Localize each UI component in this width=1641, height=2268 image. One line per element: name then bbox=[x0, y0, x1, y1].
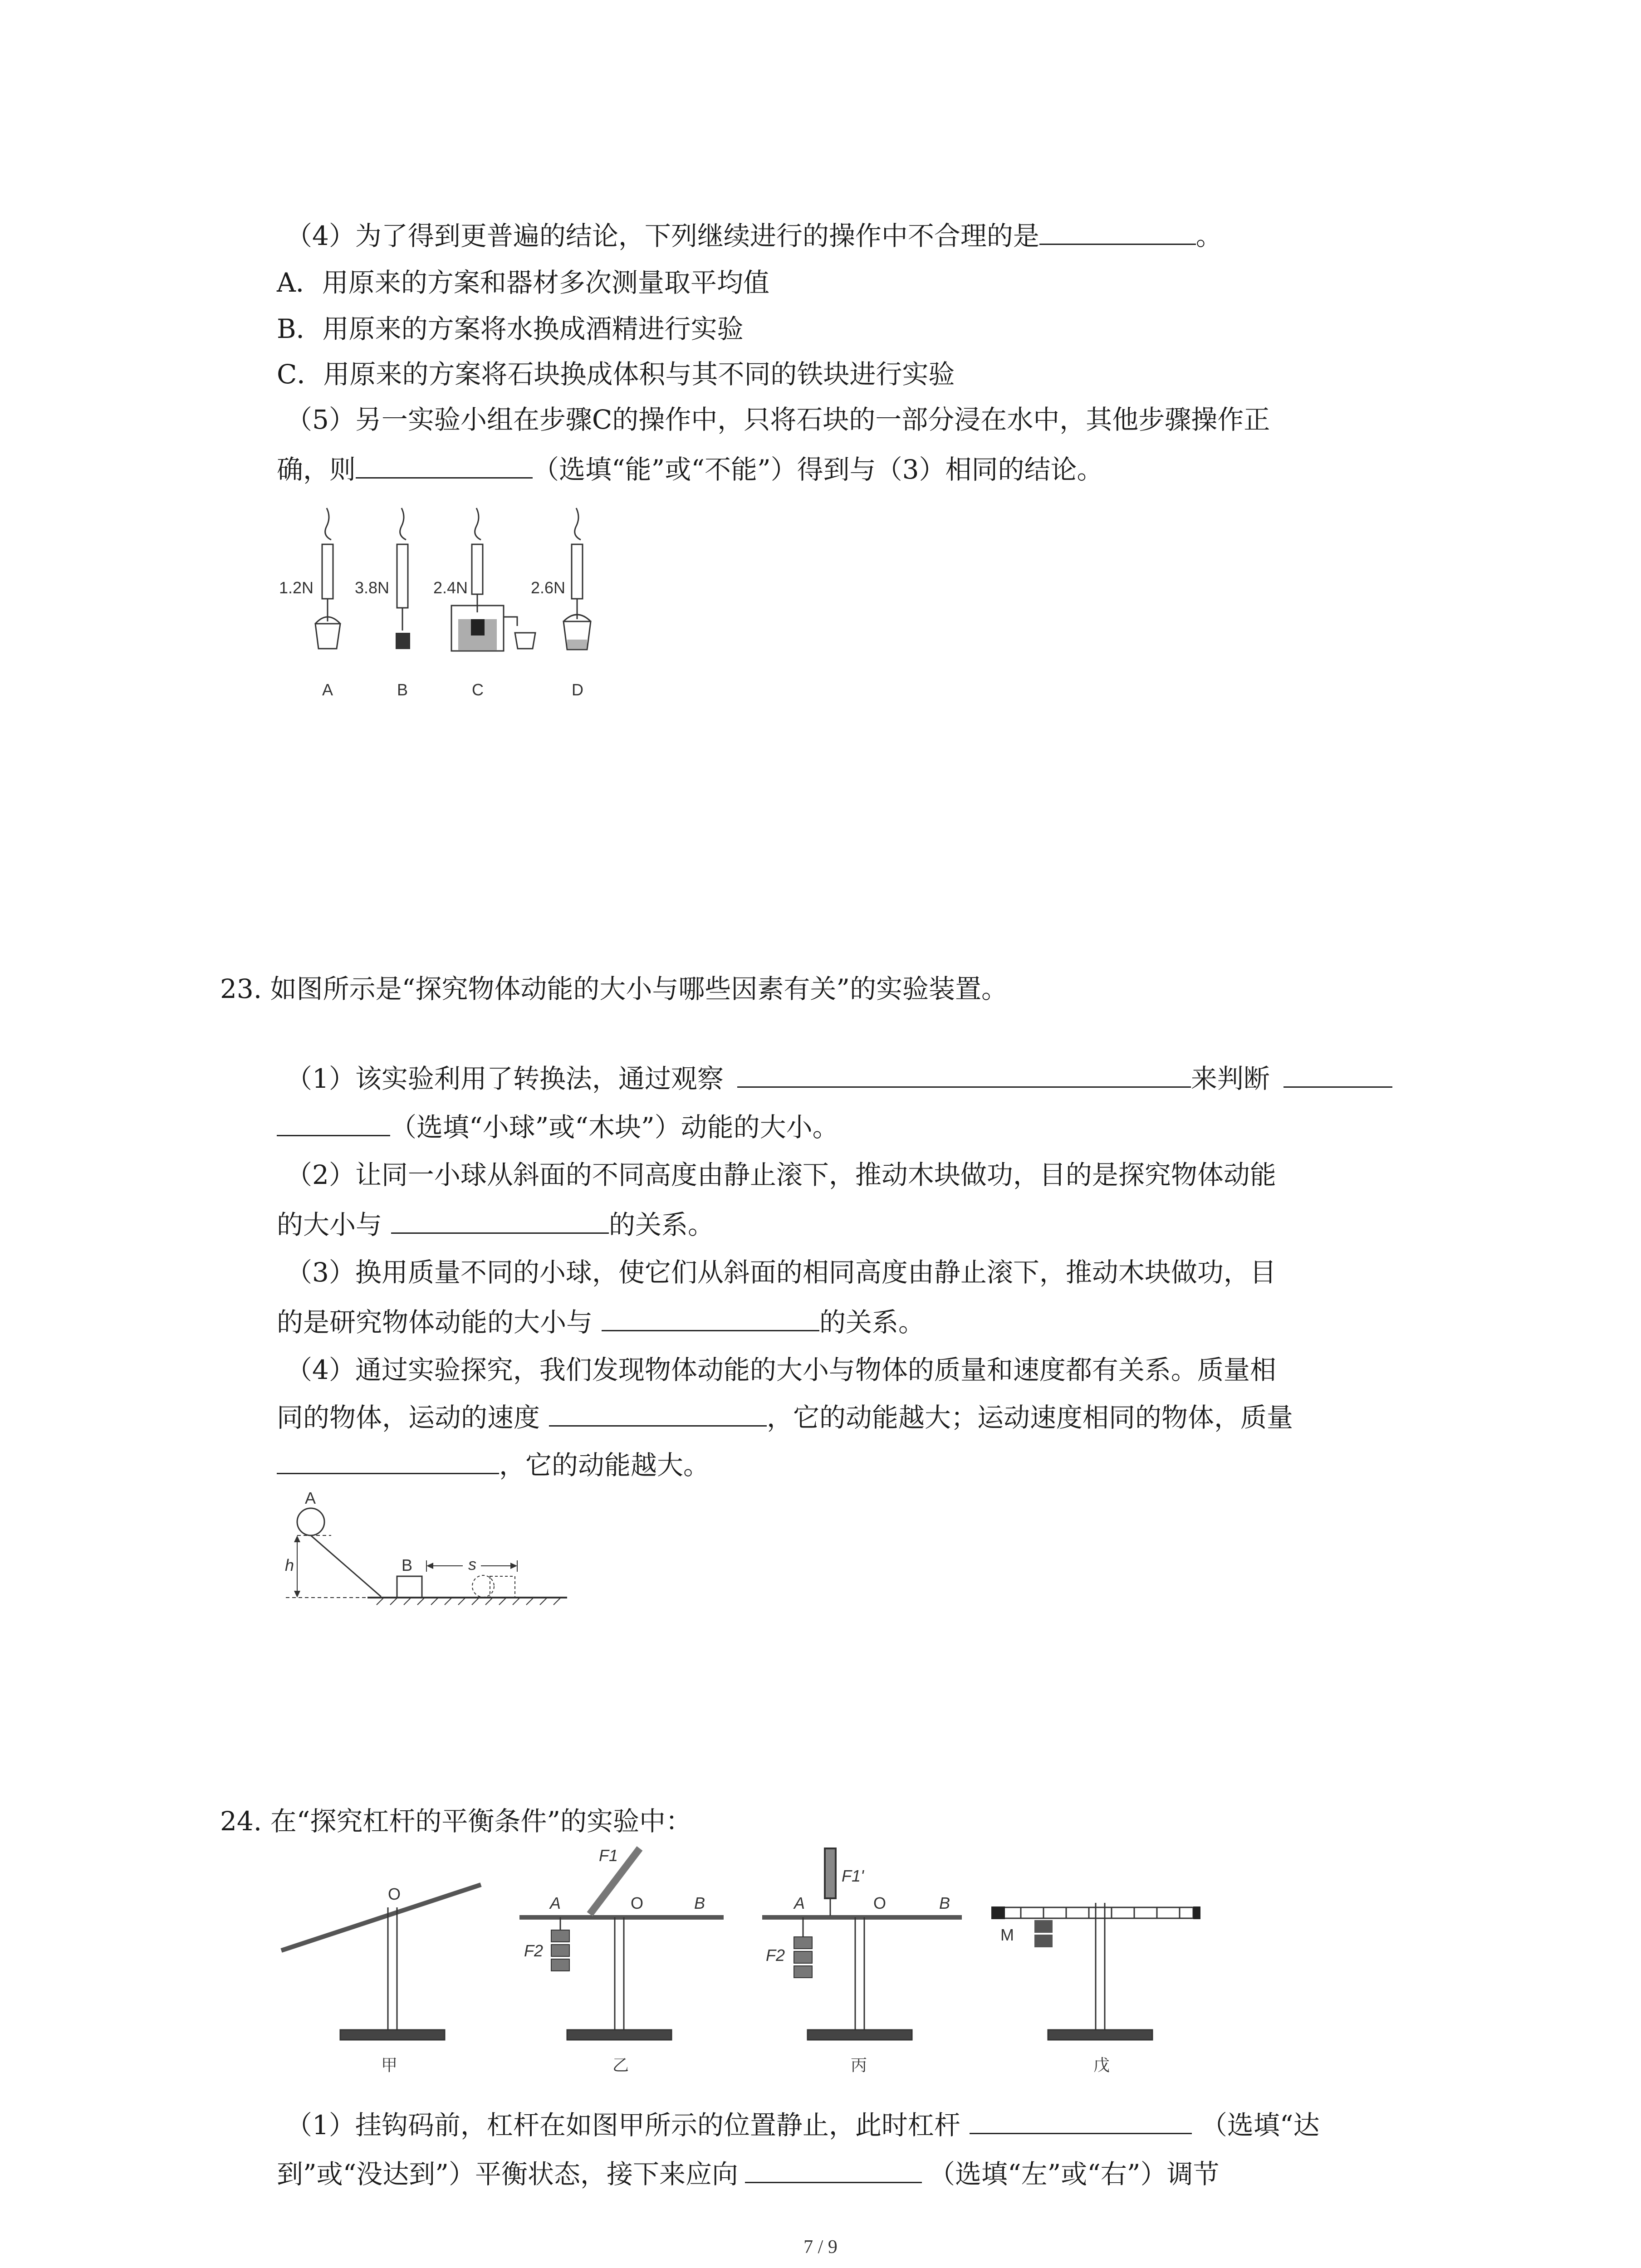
q22-option-b[interactable]: B．用原来的方案将水换成酒精进行实验 bbox=[277, 313, 744, 344]
q22-part5-blank[interactable] bbox=[356, 456, 533, 479]
q22-option-c[interactable]: C．用原来的方案将石块换成体积与其不同的铁块进行实验 bbox=[277, 359, 955, 390]
q24-pivot-yi: O bbox=[631, 1894, 644, 1912]
q24-part1-line1: （1）挂钩码前，杠杆在如图甲所示的位置静止，此时杠杆 （选填“达 bbox=[286, 2110, 1320, 2141]
q23-part1-line2: （选填“小球”或“木块”）动能的大小。 bbox=[277, 1111, 839, 1143]
q23-figure-svg bbox=[277, 1492, 576, 1619]
q24-f1p-label: F1' bbox=[842, 1867, 864, 1885]
q23-part2-line1: （2）让同一小球从斜面的不同高度由静止滚下，推动木块做功，目的是探究物体动能 bbox=[286, 1159, 1276, 1190]
q23-part3-line2: 的是研究物体动能的大小与 的关系。 bbox=[277, 1307, 925, 1338]
q23-part3-line1: （3）换用质量不同的小球，使它们从斜面的相同高度由静止滚下，推动木块做功，目 bbox=[286, 1257, 1276, 1288]
q23-part4-line3: ，它的动能越大。 bbox=[277, 1449, 710, 1481]
page-number: 7 / 9 bbox=[803, 2237, 838, 2258]
q23-part4-line2: 同的物体，运动的速度 ，它的动能越大；运动速度相同的物体，质量 bbox=[277, 1402, 1293, 1433]
q23-block-label: B bbox=[402, 1556, 413, 1574]
q24-caption-yi: 乙 bbox=[612, 2056, 629, 2074]
q24-caption-bing: 丙 bbox=[851, 2056, 867, 2074]
q24-point-a-bing: A bbox=[794, 1894, 805, 1912]
q23-part2-line2: 的大小与 的关系。 bbox=[277, 1209, 715, 1240]
q22-reading-b: 3.8N bbox=[355, 578, 390, 597]
q24-pivot-bing: O bbox=[873, 1894, 887, 1912]
q24-point-b-bing: B bbox=[939, 1894, 950, 1912]
q23-figure bbox=[277, 1489, 576, 1619]
q24-point-b-yi: B bbox=[694, 1894, 705, 1912]
q24-figure-svg bbox=[277, 1839, 1220, 2075]
q22-letter-a: A bbox=[322, 680, 333, 699]
q23-part1-blank2[interactable] bbox=[1283, 1066, 1392, 1088]
q23-ball-label: A bbox=[305, 1489, 316, 1507]
q22-part5-line1: （5）另一实验小组在步骤C的操作中，只将石块的一部分浸在水中，其他步骤操作正 bbox=[286, 404, 1270, 435]
q22-part4-blank[interactable] bbox=[1039, 223, 1196, 245]
q22-letter-d: D bbox=[572, 680, 583, 699]
q23-part3-blank[interactable] bbox=[602, 1309, 819, 1331]
q23-part4-blank1[interactable] bbox=[549, 1404, 767, 1427]
q22-figure-svg bbox=[277, 503, 631, 708]
q24-caption-jia: 甲 bbox=[381, 2056, 398, 2074]
q22-part5-line2: 确，则 （选填“能”或“不能”）得到与（3）相同的结论。 bbox=[277, 454, 1103, 485]
q24-f1-label: F1 bbox=[599, 1846, 618, 1865]
q23-part1-blank1[interactable] bbox=[737, 1066, 1191, 1088]
q22-option-a[interactable]: A．用原来的方案和器材多次测量取平均值 bbox=[277, 267, 769, 298]
q22-reading-c: 2.4N bbox=[433, 578, 468, 597]
q23-part1-blank2-cont[interactable] bbox=[277, 1114, 390, 1136]
q23-part4-blank2[interactable] bbox=[277, 1452, 499, 1474]
q24-part1-line2: 到”或“没达到”）平衡状态，接下来应向 （选填“左”或“右”）调节 bbox=[277, 2159, 1220, 2190]
q24-f2-label-yi: F2 bbox=[524, 1941, 544, 1960]
q22-reading-a: 1.2N bbox=[279, 578, 314, 597]
q24-part1-blank1[interactable] bbox=[970, 2112, 1192, 2134]
q22-reading-d: 2.6N bbox=[531, 578, 566, 597]
q24-stem: 24. 在“探究杠杆的平衡条件”的实验中： bbox=[220, 1806, 692, 1837]
q24-pivot-jia: O bbox=[388, 1885, 401, 1903]
q23-part2-blank[interactable] bbox=[391, 1212, 609, 1234]
q23-part4-line1: （4）通过实验探究，我们发现物体动能的大小与物体的质量和速度都有关系。质量相 bbox=[286, 1354, 1276, 1385]
q24-figure bbox=[277, 1839, 1220, 2075]
q23-distance-label: s bbox=[468, 1555, 476, 1574]
q23-height-label: h bbox=[285, 1556, 294, 1574]
q22-part4: （4）为了得到更普遍的结论，下列继续进行的操作中不合理的是 。 bbox=[286, 220, 1222, 251]
q22-figure bbox=[277, 503, 631, 708]
q23-stem: 23. 如图所示是“探究物体动能的大小与哪些因素有关”的实验装置。 bbox=[220, 973, 1008, 1004]
q24-point-a-yi: A bbox=[550, 1894, 561, 1912]
q24-caption-wu: 戊 bbox=[1093, 2056, 1110, 2074]
q24-m-label: M bbox=[1000, 1926, 1014, 1944]
q24-part1-blank2[interactable] bbox=[745, 2161, 922, 2183]
q24-f2-label-bing: F2 bbox=[766, 1946, 785, 1965]
q23-part1-line1: （1）该实验利用了转换法，通过观察 来判断 bbox=[286, 1063, 1392, 1095]
q22-letter-c: C bbox=[472, 680, 484, 699]
q22-letter-b: B bbox=[397, 680, 408, 699]
